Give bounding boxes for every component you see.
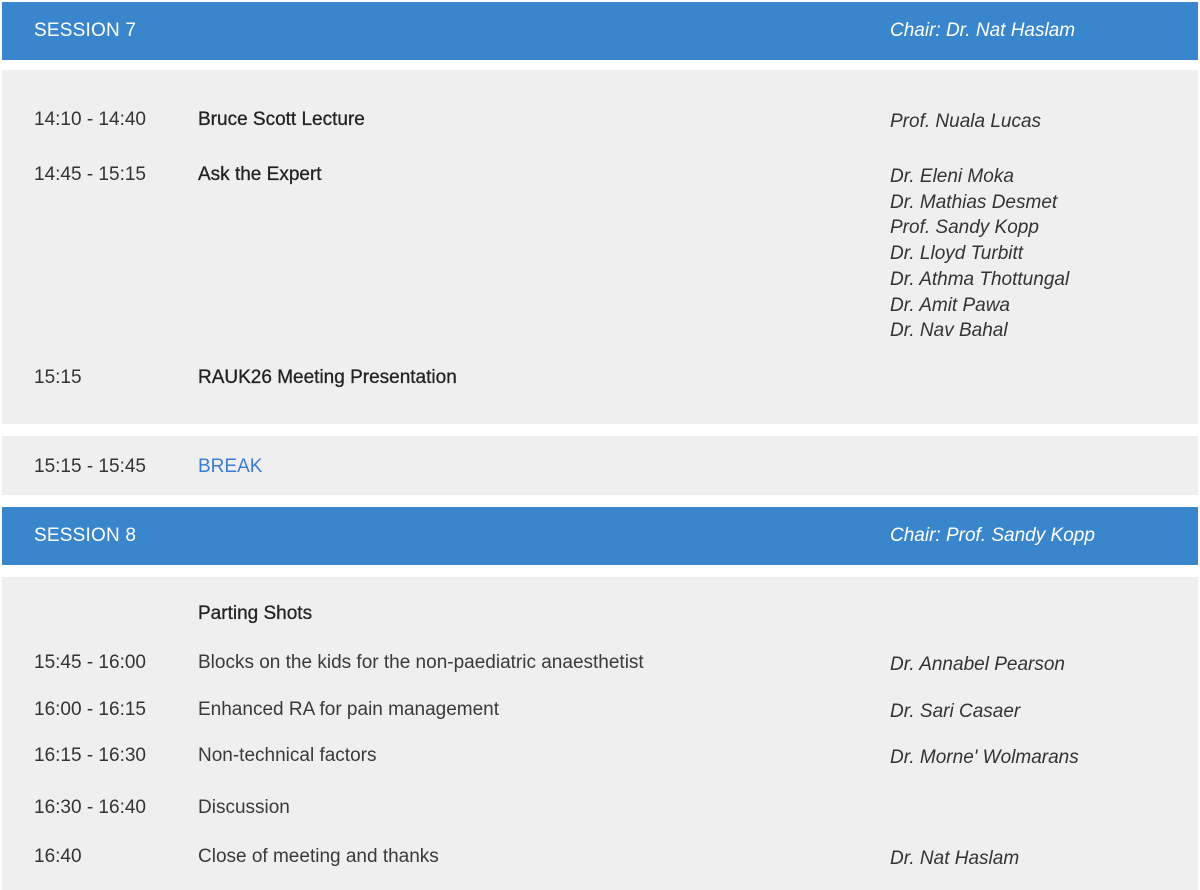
speaker-name: Dr. Athma Thottungal xyxy=(890,268,1070,290)
break-time: 15:15 - 15:45 xyxy=(34,456,146,477)
speaker-name: Dr. Sari Casaer xyxy=(890,701,1021,722)
agenda-time: 14:10 - 14:40 xyxy=(34,109,146,130)
agenda-speakers xyxy=(890,699,1020,725)
speaker-name: Dr. Amit Pawa xyxy=(890,294,1011,316)
session-7-header xyxy=(2,2,1198,60)
speaker-name: Dr. Nat Haslam xyxy=(890,848,1020,869)
break-panel xyxy=(2,436,1198,495)
speaker-name: Dr. Nav Bahal xyxy=(890,320,1008,342)
agenda-speakers xyxy=(890,109,1041,135)
agenda-speakers xyxy=(890,846,1019,872)
speaker-name: Dr. Lloyd Turbitt xyxy=(890,243,1024,265)
session-8-chair: Chair: Prof. Sandy Kopp xyxy=(890,525,1095,546)
agenda-title: Ask the Expert xyxy=(198,164,322,185)
agenda-time: 16:00 - 16:15 xyxy=(34,699,146,720)
agenda-title: Discussion xyxy=(198,797,290,818)
speaker-name: Dr. Mathias Desmet xyxy=(890,191,1058,213)
speaker-name: Dr. Morne' Wolmarans xyxy=(890,747,1079,768)
agenda-title: Bruce Scott Lecture xyxy=(198,109,365,130)
agenda-title: Blocks on the kids for the non-paediatric anaesthetist xyxy=(198,652,644,673)
agenda-title: Close of meeting and thanks xyxy=(198,846,439,867)
speaker-name: Prof. Sandy Kopp xyxy=(890,217,1039,239)
session-8-header xyxy=(2,507,1198,565)
section-subheading: Parting Shots xyxy=(198,603,313,624)
session-8-label: SESSION 8 xyxy=(34,525,137,546)
session-8-panel xyxy=(2,577,1198,890)
break-label: BREAK xyxy=(198,456,263,477)
agenda-title: Non-technical factors xyxy=(198,745,377,766)
agenda-speakers xyxy=(890,652,1065,678)
speaker-name: Prof. Nuala Lucas xyxy=(890,111,1042,132)
agenda-time: 14:45 - 15:15 xyxy=(34,164,146,185)
speaker-name: Dr. Annabel Pearson xyxy=(890,654,1065,675)
agenda-time: 16:40 xyxy=(34,846,82,867)
agenda-speakers xyxy=(890,745,1079,771)
agenda-time: 15:15 xyxy=(34,367,82,388)
session-7-chair: Chair: Dr. Nat Haslam xyxy=(890,20,1076,41)
agenda-time: 15:45 - 16:00 xyxy=(34,652,146,673)
agenda-title: Enhanced RA for pain management xyxy=(198,699,500,720)
session-7-label: SESSION 7 xyxy=(34,20,137,41)
agenda-time: 16:30 - 16:40 xyxy=(34,797,146,818)
agenda-time: 16:15 - 16:30 xyxy=(34,745,146,766)
agenda-title: RAUK26 Meeting Presentation xyxy=(198,367,457,388)
speaker-name: Dr. Eleni Moka xyxy=(890,166,1014,187)
agenda-speakers xyxy=(890,164,1069,344)
session-7-panel xyxy=(2,70,1198,424)
